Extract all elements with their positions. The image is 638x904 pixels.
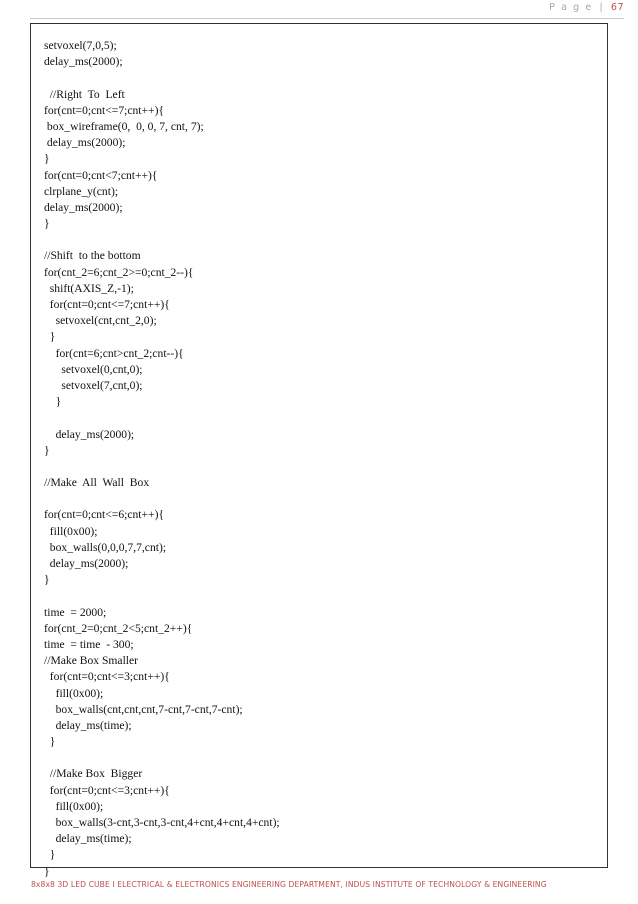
code-line: setvoxel(0,cnt,0); [44, 362, 143, 376]
code-line: for(cnt=6;cnt>cnt_2;cnt--){ [44, 346, 184, 360]
code-line: delay_ms(2000); [44, 136, 126, 150]
code-line [44, 491, 280, 507]
code-line: setvoxel(cnt,cnt_2,0); [44, 314, 157, 328]
code-line: delay_ms(time); [44, 718, 132, 732]
code-line: for(cnt_2=0;cnt_2<5;cnt_2++){ [44, 621, 193, 635]
code-line: //Make Box Smaller [44, 654, 139, 668]
code-line: setvoxel(7,cnt,0); [44, 378, 143, 392]
code-line: } [44, 217, 50, 231]
code-line [44, 410, 280, 426]
code-line: } [44, 573, 50, 587]
page-header [549, 2, 624, 13]
code-line: for(cnt=0;cnt<=3;cnt++){ [44, 670, 170, 684]
page-number: 67 [610, 2, 624, 13]
code-line: } [44, 330, 56, 344]
page-footer: 8x8x8 3D LED CUBE I ELECTRICAL & ELECTRONICS ENGINEERING DEPARTMENT, INDUS INSTITUTE OF TECHNOLOGY & ENGINEERING [31, 880, 547, 889]
code-line [44, 588, 280, 604]
code-line: for(cnt=0;cnt<=3;cnt++){ [44, 783, 170, 797]
code-line: delay_ms(time); [44, 832, 132, 846]
code-line: time = 2000; [44, 605, 107, 619]
code-line [44, 459, 280, 475]
code-line [44, 232, 280, 248]
code-line: //Shift to the bottom [44, 249, 141, 263]
code-line: //Right To Left [44, 87, 125, 101]
code-line: delay_ms(2000); [44, 427, 135, 441]
code-line: setvoxel(7,0,5); [44, 39, 117, 52]
code-line [44, 750, 280, 766]
code-line: box_walls(cnt,cnt,cnt,7-cnt,7-cnt,7-cnt); [44, 702, 243, 716]
code-line: } [44, 395, 62, 409]
page-label: P a g e [549, 2, 593, 13]
code-line: } [44, 864, 50, 878]
code-line: for(cnt=0;cnt<=6;cnt++){ [44, 508, 165, 522]
code-line [44, 70, 280, 86]
header-rule [30, 18, 624, 19]
code-line: box_walls(3-cnt,3-cnt,3-cnt,4+cnt,4+cnt,4+cnt); [44, 816, 280, 829]
code-line: } [44, 443, 50, 457]
code-line: delay_ms(2000); [44, 557, 129, 570]
code-line: time = time - 300; [44, 637, 134, 651]
code-line: fill(0x00); [44, 686, 104, 700]
code-line: for(cnt=0;cnt<=7;cnt++){ [44, 103, 165, 117]
code-line: delay_ms(2000); [44, 55, 123, 69]
code-line: clrplane_y(cnt); [44, 184, 119, 198]
code-line: shift(AXIS_Z,-1); [44, 281, 134, 295]
code-line: } [44, 848, 56, 862]
code-line: box_wireframe(0, 0, 0, 7, cnt, 7); [44, 119, 204, 133]
code-line: for(cnt_2=6;cnt_2>=0;cnt_2--){ [44, 265, 194, 279]
code-line: //Make Box Bigger [44, 767, 143, 781]
code-line: //Make All Wall Box [44, 476, 150, 490]
code-line: fill(0x00); [44, 799, 104, 813]
code-block [44, 38, 280, 880]
code-line: for(cnt=0;cnt<=7;cnt++){ [44, 298, 170, 311]
code-line: } [44, 735, 56, 749]
page-separator: | [599, 2, 605, 13]
code-line: fill(0x00); [44, 524, 98, 538]
code-line: box_walls(0,0,0,7,7,cnt); [44, 540, 167, 554]
code-line: for(cnt=0;cnt<7;cnt++){ [44, 168, 158, 182]
code-line: delay_ms(2000); [44, 200, 123, 214]
code-line: } [44, 152, 50, 166]
